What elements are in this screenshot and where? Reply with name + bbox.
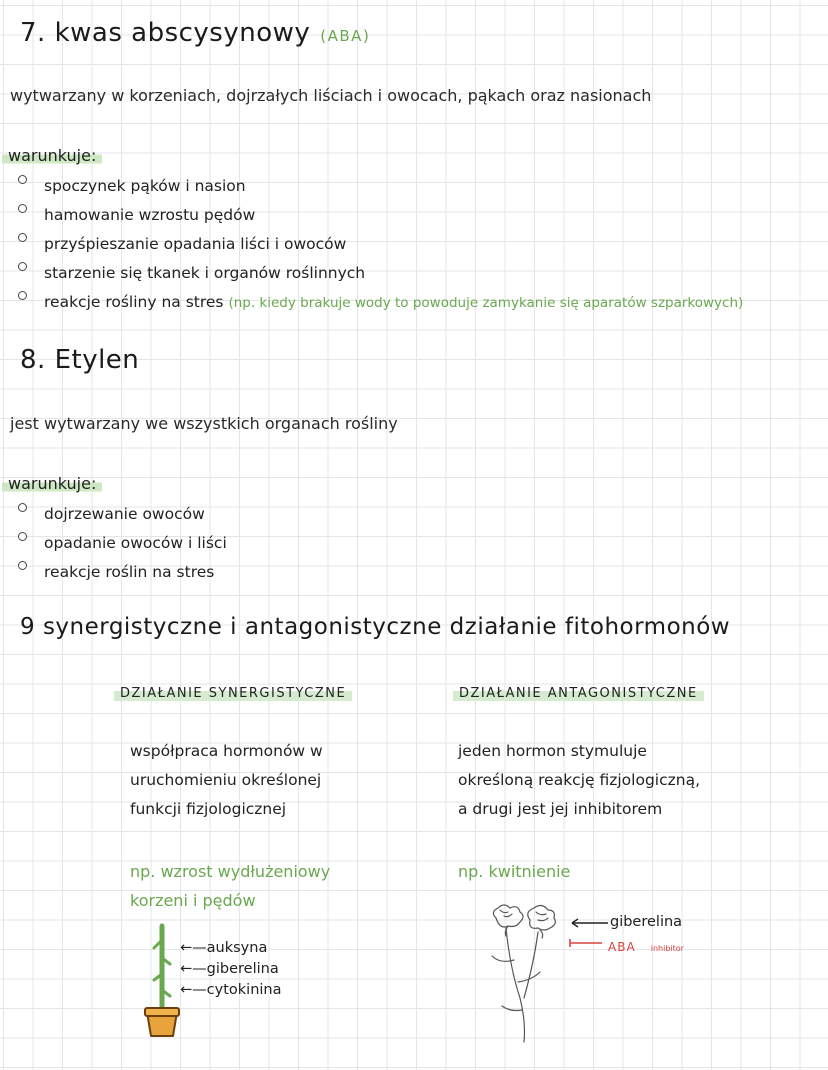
- list-item: opadanie owoców i liści: [44, 529, 227, 558]
- aba-label-row: [608, 936, 684, 955]
- conditions-label-text: warunkuje:: [2, 474, 102, 493]
- list-item: dojrzewanie owoców: [44, 500, 227, 529]
- synergistic-example: np. wzrost wydłużeniowy korzeni i pędów: [130, 862, 331, 910]
- gibberellin-arrow-icon: [570, 918, 610, 928]
- gibberellin-label: giberelina: [610, 914, 683, 930]
- antagonistic-example: np. kwitnienie: [458, 862, 571, 881]
- list-item: hamowanie wzrostu pędów: [44, 201, 743, 230]
- list-item: starzenie się tkanek i organów roślinnych: [44, 259, 743, 288]
- aba-label: ABA: [608, 940, 636, 954]
- bullet-icon: [18, 532, 27, 541]
- list-item: reakcje roślin na stres: [44, 558, 227, 587]
- gibberellin-arrow-label: ←—giberelina: [180, 961, 279, 977]
- list-item: reakcje rośliny na stres (np. kiedy brakuje wody to powoduje zamykanie się aparatów szparkowych): [44, 288, 743, 317]
- section7-produced-text: wytwarzany w korzeniach, dojrzałych liściach i owocach, pąkach oraz nasionach: [10, 86, 652, 105]
- conditions-label-text: warunkuje:: [2, 146, 102, 165]
- section8-list: [44, 500, 227, 587]
- cytokinin-arrow-label: ←—cytokinina: [180, 982, 282, 998]
- hormone-arrows: [180, 938, 282, 1001]
- antagonistic-header: DZIAŁANIE ANTAGONISTYCZNE: [453, 682, 704, 701]
- section7-title-row: [20, 18, 370, 48]
- antagonistic-description: jeden hormon stymuluje określoną reakcję fizjologiczną, a drugi jest jej inhibitorem: [458, 742, 701, 818]
- bullet-icon: [18, 262, 27, 271]
- bullet-icon: [18, 503, 27, 512]
- aba-tag: (ABA): [320, 27, 371, 45]
- section8-title: 8. Etylen: [20, 345, 140, 375]
- section7-title: 7. kwas abscysynowy: [20, 18, 311, 48]
- aba-inhibitor-line-icon: [568, 938, 604, 948]
- section9-title: 9 synergistyczne i antagonistyczne działanie fitohormonów: [20, 614, 731, 640]
- inhibitor-label: inhibitor: [650, 944, 684, 953]
- bullet-icon: [18, 204, 27, 213]
- bullet-icon: [18, 561, 27, 570]
- list-item: spoczynek pąków i nasion: [44, 172, 743, 201]
- stress-note: (np. kiedy brakuje wody to powoduje zamykanie się aparatów szparkowych): [228, 295, 744, 311]
- bullet-icon: [18, 291, 27, 300]
- bullet-icon: [18, 175, 27, 184]
- section8-produced-text: jest wytwarzany we wszystkich organach rośliny: [10, 414, 398, 433]
- section8-conditions-label: [2, 474, 102, 493]
- bullet-icon: [18, 233, 27, 242]
- section7-conditions-label: [2, 146, 102, 165]
- synergistic-description: współpraca hormonów w uruchomieniu określonej funkcji fizjologicznej: [130, 742, 323, 818]
- auxin-arrow-label: ←—auksyna: [180, 940, 268, 956]
- section7-list: [44, 172, 743, 317]
- list-item: przyśpieszanie opadania liści i owoców: [44, 230, 743, 259]
- synergistic-header: DZIAŁANIE SYNERGISTYCZNE: [114, 682, 352, 701]
- carnation-flower-icon: [478, 900, 573, 1050]
